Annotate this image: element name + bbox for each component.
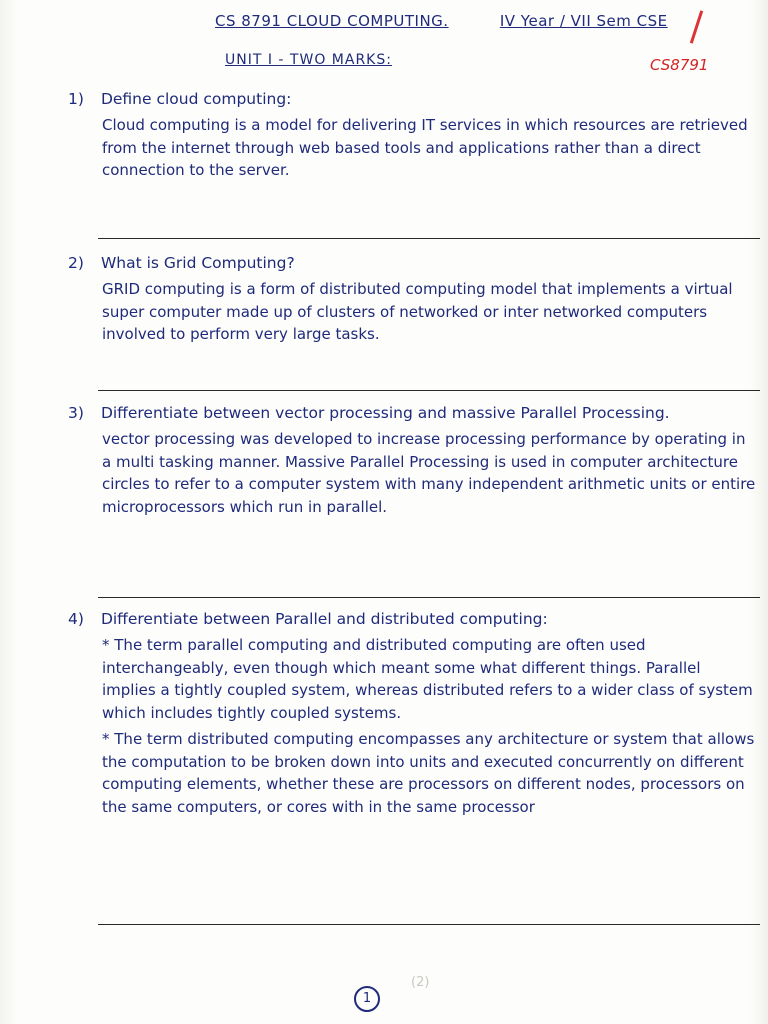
answer-text: GRID computing is a form of distributed computing model that implements a virtual super computer made up of clusters of networked or inter networked computers involved to perform very large tasks. <box>102 280 733 343</box>
question-block-2 <box>68 252 756 346</box>
answer-paragraph: * The term distributed computing encompasses any architecture or system that allows the computation to be broken down into units and executed concurrently on different computing elements, whether these are processors on different nodes, processors on the same computers, or cores with in the same processor <box>102 730 755 816</box>
question-block-3 <box>68 402 756 518</box>
section-divider <box>98 597 760 598</box>
question-text: Define cloud computing: <box>100 90 292 108</box>
course-title: CS 8791 CLOUD COMPUTING. <box>215 12 449 30</box>
question-number: 3) <box>68 404 84 422</box>
question-heading <box>68 88 756 110</box>
section-divider <box>98 924 760 925</box>
question-heading <box>68 608 756 630</box>
question-text: Differentiate between vector processing and massive Parallel Processing. <box>100 404 670 422</box>
question-number: 4) <box>68 610 84 628</box>
answer-text: Cloud computing is a model for delivering IT services in which resources are retrieved from the internet through web based tools and applications rather than a direct connection to the server. <box>102 116 748 179</box>
question-block-4 <box>68 608 756 818</box>
question-heading <box>68 402 756 424</box>
year-semester: IV Year / VII Sem CSE <box>499 12 668 30</box>
question-block-1 <box>68 88 756 182</box>
course-header <box>215 12 668 30</box>
question-text: What is Grid Computing? <box>100 254 295 272</box>
unit-title: UNIT I - TWO MARKS: <box>225 52 392 68</box>
question-number: 2) <box>68 254 84 272</box>
course-code-mark: CS8791 <box>650 56 709 74</box>
page-number: 1 <box>354 986 380 1012</box>
section-divider <box>98 390 760 391</box>
answer-paragraph: * The term parallel computing and distributed computing are often used interchangeably, even though which meant some what different things. Parallel implies a tightly coupled system, whereas distributed refers to a wider class of system which includes tightly coupled systems. <box>102 636 753 722</box>
question-number: 1) <box>68 90 84 108</box>
red-slash-mark <box>690 10 703 43</box>
question-heading <box>68 252 756 274</box>
answer-text: vector processing was developed to increase processing performance by operating in a multi tasking manner. Massive Parallel Processing is used in computer architecture circles to refer to a computer system with many independent arithmetic units or entire microprocessors which run in parallel. <box>102 430 756 516</box>
pencil-mark: (2) <box>411 975 430 990</box>
question-text: Differentiate between Parallel and distributed computing: <box>100 610 548 628</box>
section-divider <box>98 238 760 239</box>
